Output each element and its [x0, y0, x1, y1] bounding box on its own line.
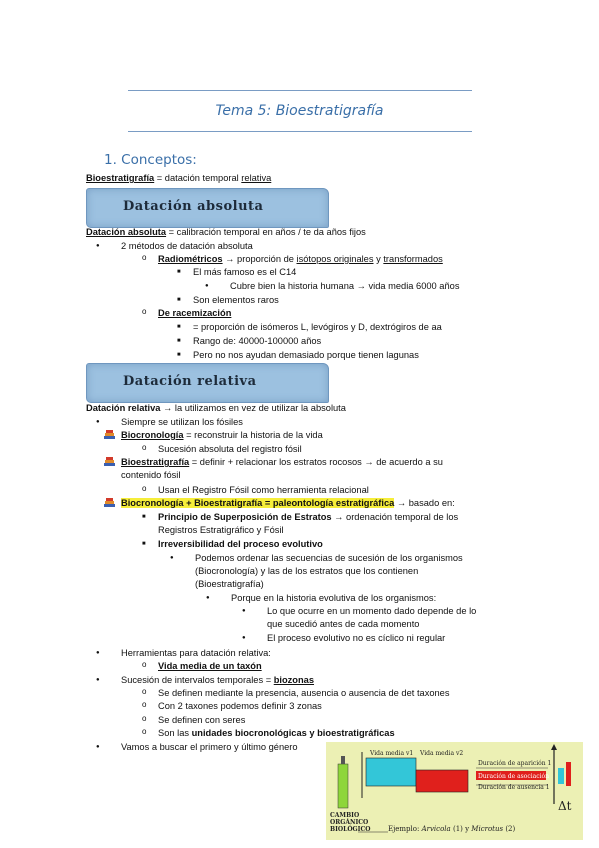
- banner-relativa-label: Datación relativa: [123, 374, 257, 389]
- arrow-line: [358, 830, 388, 834]
- list-item: [158, 660, 262, 672]
- list-item: o Se definen con seres: [158, 714, 245, 726]
- list-item: ● El proceso evolutivo no es cíclico ni regular: [267, 632, 445, 644]
- label-v1: Vida media v1: [370, 750, 414, 757]
- list-item: [158, 727, 395, 739]
- example-pre: Ejemplo:: [388, 825, 422, 833]
- radio-term: Radiométricos: [158, 254, 223, 264]
- highlighted-text: Biocronología + Bioestratigrafía = paleontología estratigráfica: [121, 498, 395, 508]
- bioe-text: = definir + relacionar los estratos rocosos → de acuerdo a su: [189, 457, 443, 467]
- list-item: o Sucesión absoluta del registro fósil: [158, 443, 302, 455]
- list-item: [121, 674, 314, 686]
- example-g1: Arvicola: [421, 825, 451, 833]
- list-item: ● Porque en la historia evolutiva de los organismos:: [231, 592, 436, 604]
- list-item: ■ Pero no nos ayudan demasiado porque tienen lagunas: [193, 349, 419, 361]
- p1-text: → ordenación temporal de los: [331, 512, 459, 522]
- cyan-block: [366, 758, 416, 786]
- page-title: Tema 5: Bioestratigrafía: [215, 103, 384, 119]
- absoluta-def: [86, 226, 366, 238]
- hl-after: → basado en:: [394, 498, 455, 508]
- list-item: o Se definen mediante la presencia, ausencia o ausencia de det taxones: [158, 687, 450, 699]
- list-item: [158, 538, 323, 550]
- biozone-diagram: [326, 742, 583, 840]
- intro-term: Bioestratigrafía: [86, 173, 155, 183]
- list-item: ■ El más famoso es el C14: [193, 266, 296, 278]
- list-item: ■ Son elementos raros: [193, 294, 279, 306]
- list-item-cont: (Biocronología) y las de los estratos que los contienen: [195, 566, 419, 576]
- p1-term: Principio de Superposición de Estratos: [158, 512, 332, 522]
- left-label-3: BIOLÓGICO: [330, 826, 371, 833]
- radio-u2: transformados: [383, 254, 443, 264]
- list-item: ● Vamos a buscar el primero y último género: [121, 741, 298, 753]
- relativa-def: [86, 402, 346, 414]
- intro-text: = datación temporal: [154, 173, 242, 183]
- list-item: o Usan el Registro Fósil como herramienta relacional: [158, 484, 369, 496]
- list-item-cont: contenido fósil: [121, 470, 181, 480]
- banner-relativa: [86, 363, 329, 403]
- cyan-bar: [558, 768, 564, 784]
- relativa-def-text: → la utilizamos en vez de utilizar la absoluta: [160, 403, 346, 413]
- banner-absoluta-label: Datación absoluta: [123, 199, 264, 214]
- list-item: ● Cubre bien la historia humana → vida media 6000 años: [230, 280, 459, 292]
- left-label-1: CAMBIO: [330, 812, 360, 819]
- radio-text2: y: [373, 254, 384, 264]
- list-item-cont: que sucedió antes de cada momento: [267, 619, 420, 629]
- suc-s4-b: unidades biocronológicas y bioestratigráficas: [191, 728, 395, 738]
- list-item: ● Herramientas para datación relativa:: [121, 647, 271, 659]
- absoluta-term: Datación absoluta: [86, 227, 167, 237]
- red-bar: [566, 762, 571, 786]
- list-item-cont: Registros Estratigráfico y Fósil: [158, 525, 284, 535]
- column-cap: [341, 756, 345, 764]
- books-icon: [104, 457, 115, 466]
- title-rule: [128, 131, 472, 132]
- delta-t-label: Δt: [558, 799, 572, 813]
- radio-u1: isótopos originales: [296, 254, 374, 264]
- list-item: [158, 307, 231, 319]
- list-item: ● Lo que ocurre en un momento dado depende de lo: [267, 605, 476, 617]
- bioe-term: Bioestratigrafía: [121, 457, 190, 467]
- label-aparicion: Duración de aparición 1: [478, 760, 552, 767]
- herr-s1: Vida media de un taxón: [158, 661, 262, 671]
- intro-link: relativa: [241, 173, 272, 183]
- label-v2: Vida media v2: [420, 750, 464, 757]
- list-item: [121, 429, 323, 441]
- list-item: o Con 2 taxones podemos definir 3 zonas: [158, 700, 322, 712]
- books-icon: [104, 498, 115, 507]
- banner-absoluta: [86, 188, 329, 228]
- bio-text: = reconstruir la historia de la vida: [183, 430, 323, 440]
- list-item: [158, 253, 443, 265]
- label-ausencia: Duración de ausencia 1: [478, 784, 550, 791]
- list-item: ■ = proporción de isómeros L, levógiros y D, dextrógiros de aa: [193, 321, 442, 333]
- bio-term: Biocronología: [121, 430, 184, 440]
- example-line: [388, 826, 515, 833]
- intro-line: [86, 172, 271, 184]
- example-g2: Microtus: [471, 825, 504, 833]
- p2-term: Irreversibilidad del proceso evolutivo: [158, 539, 323, 549]
- red-block: [416, 770, 468, 792]
- absoluta-def-text: = calibración temporal en años / te da años fijos: [166, 227, 366, 237]
- example-n1: (1) y: [450, 825, 472, 833]
- list-item: [121, 456, 443, 468]
- list-item: ● Siempre se utilizan los fósiles: [121, 416, 243, 428]
- green-column: [338, 764, 348, 808]
- list-item: ● 2 métodos de datación absoluta: [121, 240, 253, 252]
- axis-arrow: [551, 744, 557, 750]
- left-label-2: ORGÁNICO: [330, 819, 369, 826]
- relativa-term: Datación relativa: [86, 403, 161, 413]
- race-term: De racemización: [158, 308, 232, 318]
- suc-text: Sucesión de intervalos temporales =: [121, 675, 274, 685]
- list-item: ● Podemos ordenar las secuencias de sucesión de los organismos: [195, 552, 463, 564]
- suc-u: biozonas: [273, 675, 315, 685]
- label-asociacion: Duración de asociación: [478, 773, 549, 780]
- list-item: [121, 497, 455, 509]
- suc-s4-pre: Son las: [158, 728, 192, 738]
- list-item-cont: (Bioestratigrafía): [195, 579, 264, 589]
- list-item: [158, 511, 458, 523]
- radio-text: → proporción de: [222, 254, 297, 264]
- example-n2: (2): [503, 825, 516, 833]
- top-rule: [128, 90, 472, 91]
- books-icon: [104, 430, 115, 439]
- list-item: ■ Rango de: 40000-100000 años: [193, 335, 321, 347]
- section-heading: 1. Conceptos:: [104, 152, 197, 168]
